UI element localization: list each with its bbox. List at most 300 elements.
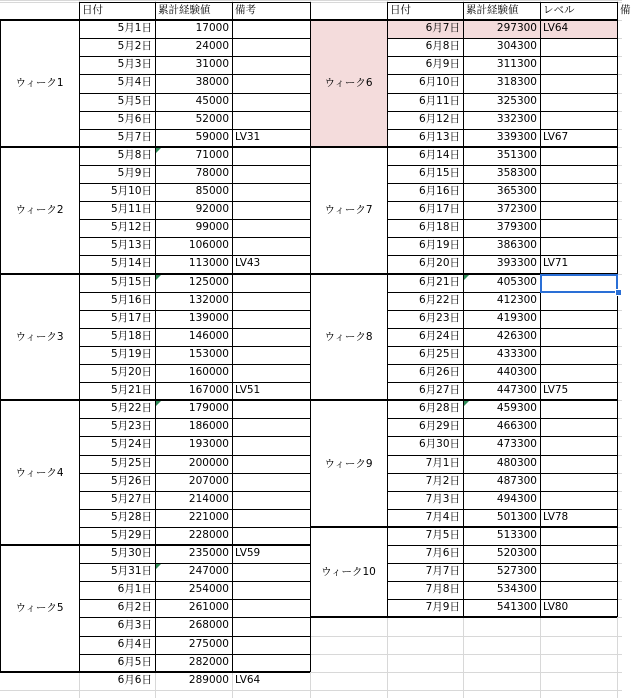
row-border [387, 527, 617, 528]
note-cell[interactable] [232, 111, 310, 129]
row-border [79, 509, 310, 510]
date-cell[interactable]: 6月2日 [117, 601, 152, 614]
note-cell[interactable] [540, 491, 617, 509]
note-cell[interactable] [540, 165, 617, 183]
date-cell[interactable]: 5月2日 [117, 40, 152, 53]
exp-cell[interactable]: 480300 [496, 456, 537, 469]
row-border [387, 147, 617, 148]
comment-marker [156, 148, 161, 153]
date-cell[interactable]: 6月6日 [117, 673, 152, 686]
row-border [79, 527, 310, 528]
date-cell[interactable]: 6月15日 [418, 166, 460, 179]
note-cell[interactable] [540, 581, 617, 599]
exp-cell[interactable]: 520300 [496, 547, 537, 559]
date-cell[interactable]: 5月31日 [110, 565, 152, 578]
date-cell[interactable]: 5月21日 [110, 384, 152, 397]
exp-cell[interactable]: 534300 [496, 583, 537, 596]
row-border [79, 2, 310, 3]
date-cell[interactable]: 5月15日 [110, 275, 152, 288]
date-cell[interactable]: 5月3日 [117, 58, 152, 71]
date-cell[interactable]: 5月12日 [110, 221, 152, 234]
date-cell[interactable]: 5月8日 [117, 148, 152, 161]
date-cell[interactable]: 5月7日 [117, 130, 152, 143]
exp-cell[interactable]: 99000 [195, 221, 229, 234]
exp-cell[interactable]: 351300 [496, 148, 537, 161]
date-cell[interactable]: 6月20日 [418, 257, 460, 270]
date-cell[interactable]: 5月26日 [110, 474, 152, 487]
exp-cell[interactable]: 332300 [496, 112, 537, 125]
note-cell[interactable] [540, 292, 617, 310]
exp-cell[interactable]: 325300 [496, 94, 537, 107]
date-cell[interactable]: 6月14日 [418, 148, 460, 161]
week-label[interactable]: ウィーク1 [15, 77, 64, 90]
table-border [0, 20, 1, 672]
exp-cell[interactable]: 186000 [188, 420, 229, 433]
exp-cell[interactable]: 527300 [496, 565, 537, 578]
row-border [387, 328, 617, 329]
date-cell[interactable]: 5月11日 [110, 203, 152, 216]
row-border [79, 274, 310, 275]
row-border [387, 599, 617, 600]
comment-marker [464, 401, 469, 406]
row-border [387, 237, 617, 238]
exp-cell[interactable]: 125000 [188, 275, 229, 288]
note-cell[interactable] [540, 545, 617, 563]
exp-cell[interactable]: 419300 [496, 311, 537, 324]
exp-cell[interactable]: 132000 [188, 293, 229, 306]
exp-cell[interactable]: 179000 [188, 402, 229, 415]
row-border [79, 672, 310, 673]
note-cell[interactable] [232, 310, 310, 328]
note-cell[interactable] [232, 328, 310, 346]
exp-cell[interactable]: 207000 [188, 474, 229, 487]
note-cell[interactable] [540, 56, 617, 74]
row-border [387, 473, 617, 474]
row-border [387, 310, 617, 311]
note-cell[interactable]: LV59 [235, 547, 261, 559]
date-cell[interactable]: 5月10日 [110, 185, 152, 197]
row-border [79, 147, 310, 148]
exp-cell[interactable]: 153000 [188, 347, 229, 360]
note-cell[interactable] [232, 274, 310, 292]
week-label[interactable]: ウィーク9 [324, 457, 373, 470]
row-border [79, 129, 310, 130]
exp-cell[interactable]: 386300 [496, 239, 537, 252]
week-label[interactable]: ウィーク10 [321, 566, 376, 579]
exp-cell[interactable]: 160000 [188, 366, 229, 378]
exp-cell[interactable]: 426300 [496, 329, 537, 342]
row-border [387, 455, 617, 456]
note-cell[interactable]: LV64 [235, 673, 261, 686]
note-cell[interactable] [540, 237, 617, 255]
row-border [79, 56, 310, 57]
note-cell[interactable] [232, 418, 310, 436]
exp-cell[interactable]: 433300 [496, 347, 537, 360]
exp-cell[interactable]: 447300 [496, 384, 537, 397]
date-cell[interactable]: 6月11日 [418, 94, 460, 107]
note-cell[interactable] [232, 581, 310, 599]
note-cell[interactable] [232, 20, 310, 38]
date-cell[interactable]: 6月13日 [418, 130, 460, 143]
note-cell[interactable]: LV31 [235, 130, 261, 143]
note-cell[interactable] [540, 38, 617, 56]
exp-cell[interactable]: 501300 [496, 510, 537, 523]
row-border [387, 2, 617, 3]
date-cell[interactable]: 7月8日 [425, 583, 460, 596]
exp-cell[interactable]: 221000 [188, 510, 229, 523]
row-border [387, 129, 617, 130]
date-cell[interactable]: 5月13日 [110, 239, 152, 252]
note-cell[interactable] [232, 183, 310, 201]
row-border [79, 255, 310, 256]
note-cell[interactable] [540, 455, 617, 473]
date-cell[interactable]: 7月3日 [425, 492, 460, 505]
date-cell[interactable]: 5月25日 [110, 456, 152, 469]
note-cell[interactable]: LV67 [543, 130, 569, 143]
exp-cell[interactable]: 193000 [188, 438, 229, 451]
row-border [79, 636, 310, 637]
row-border [79, 491, 310, 492]
note-cell[interactable]: LV51 [235, 384, 261, 397]
date-cell[interactable]: 5月24日 [110, 438, 152, 451]
exp-cell[interactable]: 311300 [496, 58, 537, 71]
row-border [387, 219, 617, 220]
date-cell[interactable]: 6月27日 [418, 384, 460, 397]
row-border [79, 400, 310, 401]
row-border [79, 545, 310, 546]
row-border [387, 183, 617, 184]
row-border [387, 165, 617, 166]
row-border [79, 201, 310, 202]
row-border [387, 491, 617, 492]
header-cell[interactable]: 累計経験値 [466, 4, 519, 16]
exp-cell[interactable]: 318300 [496, 76, 537, 89]
date-cell[interactable]: 6月18日 [418, 221, 460, 234]
header-cell[interactable]: レベル [543, 4, 575, 16]
exp-cell[interactable]: 268000 [188, 619, 229, 632]
note-cell[interactable] [540, 364, 617, 382]
exp-cell[interactable]: 275000 [188, 637, 229, 650]
date-cell[interactable]: 7月2日 [425, 474, 460, 487]
week-label[interactable]: ウィーク8 [324, 330, 373, 343]
note-cell[interactable] [540, 563, 617, 581]
row-border [387, 617, 617, 618]
note-cell[interactable] [540, 346, 617, 364]
exp-cell[interactable]: 31000 [195, 58, 229, 71]
note-cell[interactable] [232, 219, 310, 237]
exp-cell[interactable]: 339300 [496, 130, 537, 143]
row-border [79, 617, 310, 618]
date-cell[interactable]: 6月19日 [418, 239, 460, 252]
week-label[interactable]: ウィーク6 [324, 77, 373, 90]
date-cell[interactable]: 5月5日 [117, 94, 152, 107]
exp-cell[interactable]: 297300 [496, 22, 537, 35]
note-cell[interactable] [232, 491, 310, 509]
exp-cell[interactable]: 487300 [496, 474, 537, 487]
note-cell[interactable] [540, 147, 617, 165]
date-cell[interactable]: 6月23日 [418, 311, 460, 324]
fill-handle[interactable] [615, 289, 622, 296]
week-label[interactable]: ウィーク5 [15, 602, 64, 615]
date-cell[interactable]: 5月9日 [117, 166, 152, 179]
date-cell[interactable]: 6月10日 [418, 76, 460, 89]
row-border [79, 292, 310, 293]
date-cell[interactable]: 7月6日 [425, 547, 460, 559]
header-cell[interactable]: 日付 [82, 4, 103, 16]
note-cell[interactable]: LV80 [543, 601, 569, 614]
date-cell[interactable]: 7月7日 [425, 565, 460, 578]
exp-cell[interactable]: 513300 [496, 528, 537, 541]
date-cell[interactable]: 7月9日 [425, 601, 460, 614]
note-cell[interactable]: LV71 [543, 257, 569, 270]
row-border [79, 74, 310, 75]
row-border [387, 581, 617, 582]
note-cell[interactable] [232, 346, 310, 364]
date-cell[interactable]: 5月28日 [110, 510, 152, 523]
date-cell[interactable]: 5月22日 [110, 402, 152, 415]
date-cell[interactable]: 5月19日 [110, 347, 152, 360]
date-cell[interactable]: 6月1日 [117, 583, 152, 596]
note-cell[interactable] [232, 617, 310, 635]
note-cell[interactable]: LV75 [543, 384, 569, 397]
table-border [232, 2, 233, 672]
date-cell[interactable]: 5月6日 [117, 112, 152, 125]
exp-cell[interactable]: 78000 [195, 166, 229, 179]
header-cell[interactable]: 累計経験値 [158, 4, 211, 16]
note-cell[interactable]: LV78 [543, 510, 569, 523]
date-cell[interactable]: 6月28日 [418, 402, 460, 415]
exp-cell[interactable]: 494300 [496, 492, 537, 505]
row-border [387, 38, 617, 39]
note-cell[interactable] [232, 292, 310, 310]
note-cell[interactable] [232, 636, 310, 654]
row-border [387, 74, 617, 75]
date-cell[interactable]: 6月7日 [425, 22, 460, 35]
row-border [79, 38, 310, 39]
note-cell[interactable] [232, 563, 310, 581]
row-border [387, 563, 617, 564]
note-cell[interactable] [232, 400, 310, 418]
comment-marker [156, 275, 161, 280]
row-border [387, 56, 617, 57]
exp-cell[interactable]: 440300 [496, 366, 537, 378]
exp-cell[interactable]: 59000 [195, 130, 229, 143]
date-cell[interactable]: 6月12日 [418, 112, 460, 125]
date-cell[interactable]: 6月17日 [418, 203, 460, 216]
exp-cell[interactable]: 167000 [188, 384, 229, 397]
note-cell[interactable] [232, 56, 310, 74]
note-cell[interactable] [232, 201, 310, 219]
row-border [79, 328, 310, 329]
date-cell[interactable]: 6月5日 [117, 655, 152, 668]
date-cell[interactable]: 5月17日 [110, 311, 152, 324]
exp-cell[interactable]: 541300 [496, 601, 537, 614]
date-cell[interactable]: 6月9日 [425, 58, 460, 71]
note-cell[interactable] [540, 328, 617, 346]
exp-cell[interactable]: 71000 [195, 148, 229, 161]
date-cell[interactable]: 6月22日 [418, 293, 460, 306]
note-cell[interactable] [540, 527, 617, 545]
note-cell[interactable] [232, 599, 310, 617]
note-cell[interactable] [540, 201, 617, 219]
note-cell[interactable] [540, 418, 617, 436]
exp-cell[interactable]: 459300 [496, 402, 537, 415]
exp-cell[interactable]: 17000 [195, 22, 229, 35]
table-border [79, 2, 80, 672]
comment-marker [464, 275, 469, 280]
exp-cell[interactable]: 261000 [188, 601, 229, 614]
date-cell[interactable]: 6月26日 [418, 366, 460, 378]
row-border [79, 346, 310, 347]
note-cell[interactable] [540, 111, 617, 129]
date-cell[interactable]: 5月18日 [110, 329, 152, 342]
note-cell[interactable] [232, 436, 310, 454]
comment-marker [156, 401, 161, 406]
header-cell[interactable]: 備考 [235, 4, 256, 16]
note-cell[interactable]: LV43 [235, 257, 261, 270]
header-cell[interactable]: 日付 [390, 4, 411, 16]
row-border [387, 346, 617, 347]
exp-cell[interactable]: 85000 [195, 185, 229, 197]
note-cell[interactable] [232, 93, 310, 111]
week-label[interactable]: ウィーク2 [15, 204, 64, 217]
note-cell[interactable] [540, 219, 617, 237]
row-border [387, 418, 617, 419]
exp-cell[interactable]: 139000 [188, 311, 229, 324]
date-cell[interactable]: 6月25日 [418, 347, 460, 360]
row-border [387, 382, 617, 383]
exp-cell[interactable]: 254000 [188, 583, 229, 596]
exp-cell[interactable]: 38000 [195, 76, 229, 89]
note-cell[interactable] [540, 436, 617, 454]
row-border [79, 111, 310, 112]
note-cell[interactable] [232, 654, 310, 672]
week-label[interactable]: ウィーク4 [15, 466, 64, 479]
row-border [387, 400, 617, 401]
note-cell[interactable] [540, 400, 617, 418]
row-border [387, 545, 617, 546]
exp-cell[interactable]: 146000 [188, 329, 229, 342]
exp-cell[interactable]: 473300 [496, 438, 537, 451]
row-border [79, 382, 310, 383]
date-cell[interactable]: 5月23日 [110, 420, 152, 433]
row-border [79, 599, 310, 600]
note-cell[interactable] [232, 38, 310, 56]
note-cell[interactable] [540, 183, 617, 201]
note-cell[interactable] [232, 364, 310, 382]
week-label[interactable]: ウィーク3 [15, 330, 64, 343]
note-cell[interactable] [232, 527, 310, 545]
exp-cell[interactable]: 365300 [496, 185, 537, 197]
exp-cell[interactable]: 24000 [195, 40, 229, 53]
date-cell[interactable]: 5月29日 [110, 528, 152, 541]
note-cell[interactable] [232, 473, 310, 491]
row-border [79, 364, 310, 365]
date-cell[interactable]: 5月30日 [110, 547, 152, 559]
exp-cell[interactable]: 289000 [188, 673, 229, 686]
row-border [387, 20, 617, 21]
note-cell[interactable] [540, 93, 617, 111]
date-cell[interactable]: 5月20日 [110, 366, 152, 378]
date-cell[interactable]: 6月8日 [425, 40, 460, 53]
exp-cell[interactable]: 393300 [496, 257, 537, 270]
exp-cell[interactable]: 358300 [496, 166, 537, 179]
exp-cell[interactable]: 379300 [496, 221, 537, 234]
note-cell[interactable] [540, 473, 617, 491]
exp-cell[interactable]: 235000 [188, 547, 229, 559]
row-border [387, 201, 617, 202]
note-cell[interactable] [232, 147, 310, 165]
date-cell[interactable]: 5月14日 [110, 257, 152, 270]
date-cell[interactable]: 6月29日 [418, 420, 460, 433]
selected-cell[interactable] [540, 274, 618, 293]
exp-cell[interactable]: 412300 [496, 293, 537, 306]
note-cell[interactable] [232, 509, 310, 527]
date-cell[interactable]: 6月3日 [117, 619, 152, 632]
date-cell[interactable]: 6月21日 [418, 275, 460, 288]
exp-cell[interactable]: 372300 [496, 203, 537, 216]
exp-cell[interactable]: 113000 [188, 257, 229, 270]
row-border [387, 364, 617, 365]
row-border [79, 418, 310, 419]
row-border [387, 436, 617, 437]
date-cell[interactable]: 6月24日 [418, 329, 460, 342]
date-cell[interactable]: 7月4日 [425, 510, 460, 523]
date-cell[interactable]: 6月30日 [418, 438, 460, 451]
exp-cell[interactable]: 247000 [188, 565, 229, 578]
date-cell[interactable]: 7月1日 [425, 456, 460, 469]
date-cell[interactable]: 5月16日 [110, 293, 152, 306]
date-cell[interactable]: 5月1日 [117, 22, 152, 35]
date-cell[interactable]: 6月4日 [117, 637, 152, 650]
exp-cell[interactable]: 228000 [188, 528, 229, 541]
note-cell[interactable] [232, 455, 310, 473]
exp-cell[interactable]: 466300 [496, 420, 537, 433]
note-cell[interactable] [540, 74, 617, 92]
table-border [155, 2, 156, 672]
note-cell[interactable] [540, 310, 617, 328]
exp-cell[interactable]: 52000 [195, 112, 229, 125]
row-border [387, 111, 617, 112]
exp-cell[interactable]: 106000 [188, 239, 229, 252]
row-border [79, 93, 310, 94]
note-cell[interactable] [232, 74, 310, 92]
date-cell[interactable]: 7月5日 [425, 528, 460, 541]
exp-cell[interactable]: 200000 [188, 456, 229, 469]
table-border [617, 2, 618, 617]
note-cell[interactable]: LV64 [543, 22, 569, 35]
row-border [79, 20, 310, 21]
exp-cell[interactable]: 304300 [496, 40, 537, 53]
header-cell[interactable]: 備 [620, 4, 631, 16]
note-cell[interactable] [232, 237, 310, 255]
gridline-h [0, 0, 622, 1]
row-border [79, 310, 310, 311]
row-border [79, 654, 310, 655]
date-cell[interactable]: 5月4日 [117, 76, 152, 89]
exp-cell[interactable]: 282000 [188, 655, 229, 668]
exp-cell[interactable]: 405300 [496, 275, 537, 288]
week-label[interactable]: ウィーク7 [324, 204, 373, 217]
date-cell[interactable]: 6月16日 [418, 185, 460, 197]
exp-cell[interactable]: 92000 [195, 203, 229, 216]
exp-cell[interactable]: 214000 [188, 492, 229, 505]
row-border [79, 436, 310, 437]
note-cell[interactable] [232, 165, 310, 183]
row-border [79, 237, 310, 238]
date-cell[interactable]: 5月27日 [110, 492, 152, 505]
exp-cell[interactable]: 45000 [195, 94, 229, 107]
